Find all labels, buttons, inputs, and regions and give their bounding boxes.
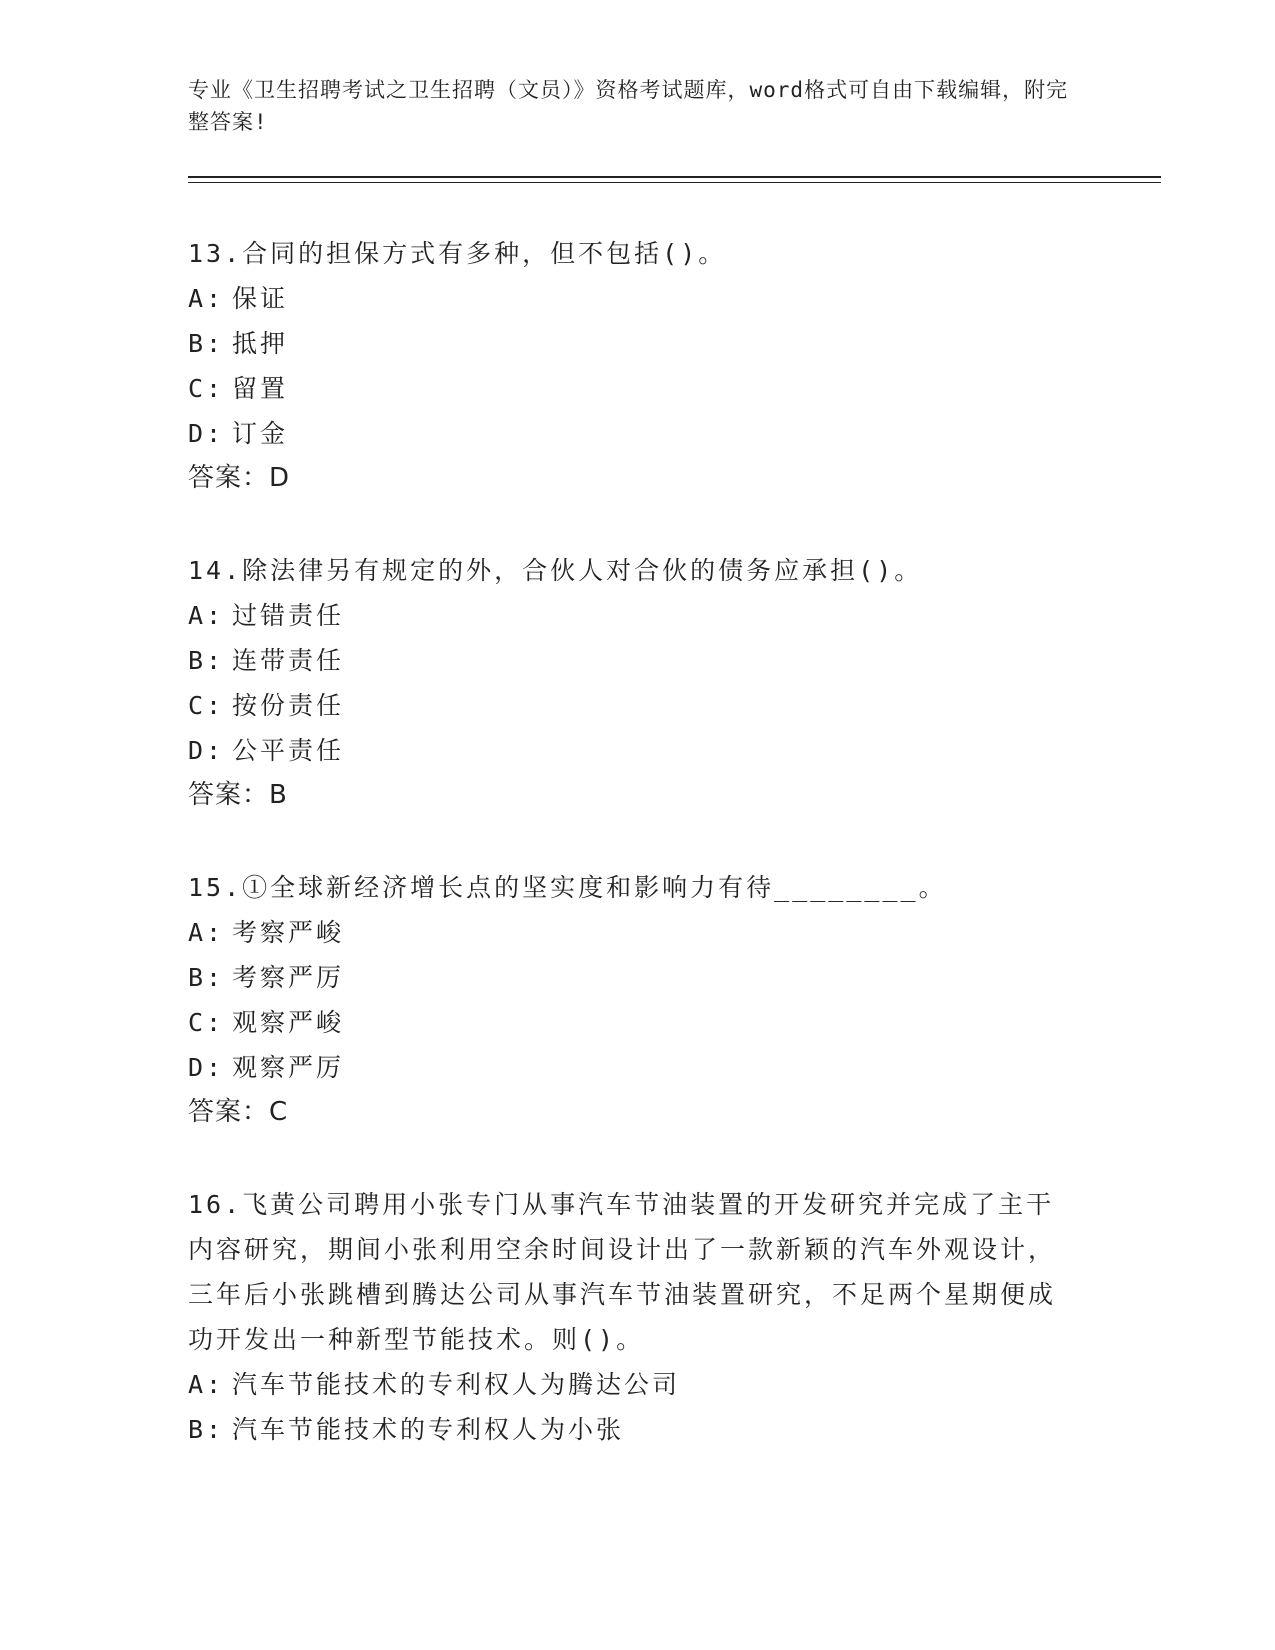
option-text: 汽车节能技术的专利权人为小张 [232, 1415, 625, 1444]
option-b [188, 638, 1088, 683]
option-letter: C: [188, 374, 225, 403]
question-15 [188, 865, 1088, 1135]
option-a [188, 276, 1088, 321]
header-divider-thin [188, 182, 1161, 183]
option-letter: D: [188, 1053, 225, 1082]
option-text: 订金 [232, 419, 289, 448]
question-stem: 15.①全球新经济增长点的坚实度和影响力有待________。 [188, 873, 947, 902]
option-letter: A: [188, 918, 225, 947]
option-b [188, 1407, 1068, 1452]
option-text: 连带责任 [232, 646, 345, 675]
question-stem: 16.飞黄公司聘用小张专门从事汽车节油装置的开发研究并完成了主干内容研究，期间小张利用空余时间设计出了一款新颖的汽车外观设计，三年后小张跳槽到腾达公司从事汽车节油装置研究，不足两个星期便成功开发出一种新型节能技术。则()。 [188, 1190, 1057, 1354]
option-d [188, 1045, 1088, 1090]
option-a [188, 1362, 1068, 1407]
option-letter: B: [188, 1415, 225, 1444]
option-letter: D: [188, 419, 225, 448]
answer-line: 答案：C [188, 1097, 289, 1127]
option-c [188, 683, 1088, 728]
option-text: 按份责任 [232, 691, 345, 720]
option-text: 过错责任 [232, 601, 345, 630]
option-text: 观察严峻 [232, 1008, 345, 1037]
option-text: 公平责任 [232, 736, 345, 765]
question-stem: 13.合同的担保方式有多种，但不包括()。 [188, 239, 727, 268]
option-letter: C: [188, 691, 225, 720]
option-d [188, 411, 1088, 456]
option-c [188, 366, 1088, 411]
option-a [188, 593, 1088, 638]
question-stem: 14.除法律另有规定的外，合伙人对合伙的债务应承担()。 [188, 556, 923, 585]
option-letter: B: [188, 329, 225, 358]
option-c [188, 1000, 1088, 1045]
answer-line: 答案：D [188, 463, 291, 493]
option-letter: A: [188, 284, 225, 313]
answer-line: 答案：B [188, 780, 288, 810]
option-letter: D: [188, 736, 225, 765]
option-a [188, 910, 1088, 955]
option-text: 保证 [232, 284, 289, 313]
page-header: 专业《卫生招聘考试之卫生招聘（文员）》资格考试题库，word格式可自由下载编辑，附完整答案! [188, 78, 1069, 134]
option-b [188, 321, 1088, 366]
option-text: 考察严峻 [232, 918, 345, 947]
option-letter: A: [188, 1370, 225, 1399]
option-letter: A: [188, 601, 225, 630]
header-divider-thick [188, 176, 1161, 178]
option-letter: C: [188, 1008, 225, 1037]
option-b [188, 955, 1088, 1000]
option-letter: B: [188, 646, 225, 675]
option-text: 观察严厉 [232, 1053, 345, 1082]
option-text: 留置 [232, 374, 289, 403]
option-d [188, 728, 1088, 773]
option-text: 汽车节能技术的专利权人为腾达公司 [232, 1370, 681, 1399]
option-text: 考察严厉 [232, 963, 345, 992]
option-letter: B: [188, 963, 225, 992]
question-13 [188, 231, 1088, 501]
option-text: 抵押 [232, 329, 289, 358]
question-16 [188, 1182, 1068, 1452]
question-14 [188, 548, 1088, 818]
